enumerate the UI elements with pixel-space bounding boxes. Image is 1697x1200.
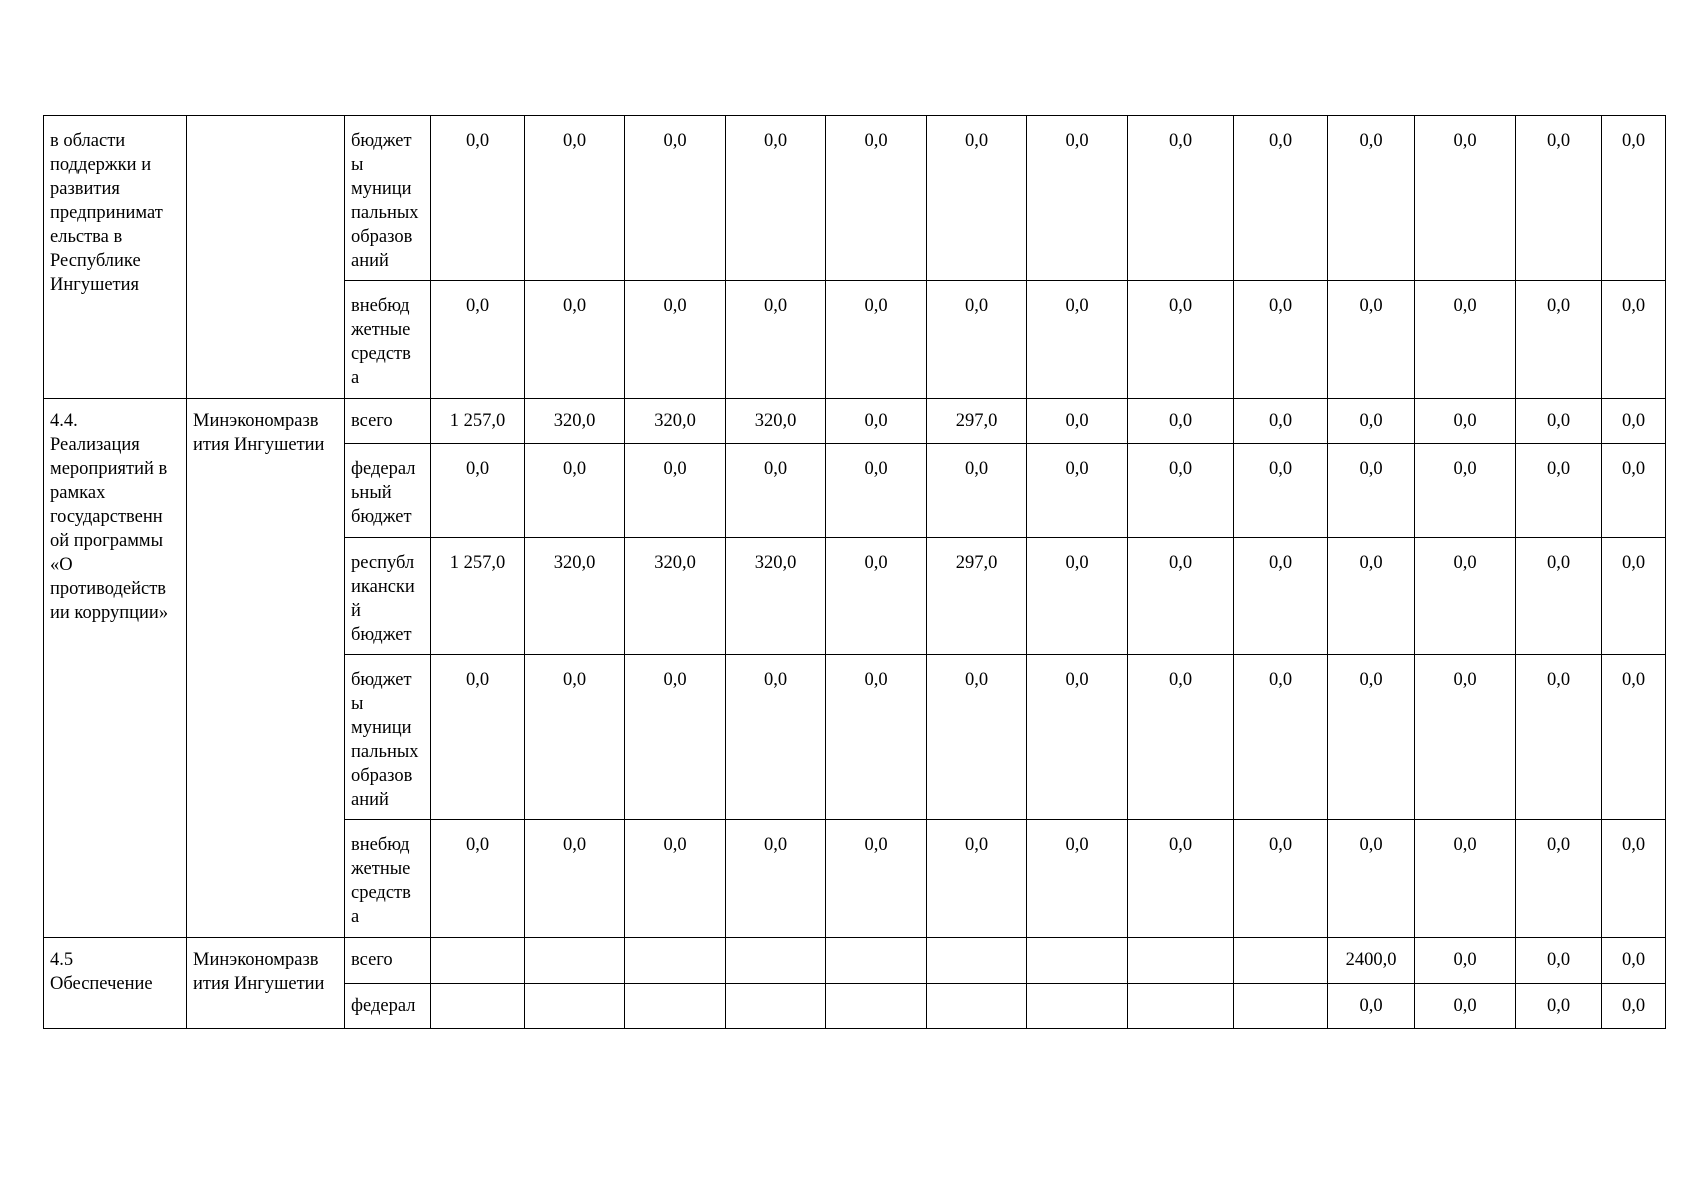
value-cell: 0,0 [726, 444, 826, 538]
value-cell: 0,0 [525, 116, 625, 281]
value-cell: 0,0 [625, 444, 726, 538]
value-cell: 0,0 [927, 281, 1027, 399]
value-cell [1234, 938, 1328, 984]
value-cell: 0,0 [1516, 399, 1602, 444]
value-cell: 0,0 [1415, 984, 1516, 1029]
value-cell: 0,0 [1027, 820, 1128, 938]
value-cell: 0,0 [826, 444, 927, 538]
value-cell [431, 984, 525, 1029]
value-cell [1128, 938, 1234, 984]
value-cell: 0,0 [1128, 538, 1234, 655]
value-cell: 0,0 [1602, 938, 1666, 984]
funding-source-cell: всего [345, 399, 431, 444]
value-cell: 0,0 [826, 538, 927, 655]
value-cell [625, 984, 726, 1029]
value-cell: 0,0 [826, 655, 927, 820]
value-cell: 0,0 [1602, 444, 1666, 538]
value-cell: 0,0 [1128, 116, 1234, 281]
value-cell: 0,0 [1328, 444, 1415, 538]
value-cell: 0,0 [1234, 281, 1328, 399]
executor-cell [187, 116, 345, 399]
value-cell: 0,0 [927, 444, 1027, 538]
value-cell: 0,0 [1516, 444, 1602, 538]
value-cell: 0,0 [1516, 820, 1602, 938]
value-cell [1128, 984, 1234, 1029]
value-cell: 0,0 [1602, 655, 1666, 820]
value-cell: 1 257,0 [431, 538, 525, 655]
value-cell: 0,0 [1328, 538, 1415, 655]
value-cell: 0,0 [1415, 820, 1516, 938]
table-row [44, 116, 1666, 281]
value-cell: 0,0 [1415, 281, 1516, 399]
value-cell: 0,0 [525, 820, 625, 938]
value-cell: 0,0 [431, 820, 525, 938]
value-cell: 0,0 [1415, 444, 1516, 538]
funding-source-cell: всего [345, 938, 431, 984]
value-cell: 0,0 [1328, 655, 1415, 820]
value-cell [826, 938, 927, 984]
value-cell: 0,0 [1234, 655, 1328, 820]
value-cell: 0,0 [1602, 116, 1666, 281]
value-cell: 2400,0 [1328, 938, 1415, 984]
value-cell: 320,0 [625, 399, 726, 444]
value-cell: 0,0 [1602, 281, 1666, 399]
value-cell [525, 938, 625, 984]
value-cell [625, 938, 726, 984]
value-cell: 297,0 [927, 399, 1027, 444]
funding-source-cell: внебюд жетные средств а [345, 820, 431, 938]
value-cell [1027, 938, 1128, 984]
value-cell: 0,0 [625, 281, 726, 399]
value-cell: 0,0 [1027, 281, 1128, 399]
value-cell: 0,0 [726, 655, 826, 820]
value-cell: 0,0 [1415, 655, 1516, 820]
value-cell: 0,0 [625, 116, 726, 281]
funding-source-cell: федерал [345, 984, 431, 1029]
value-cell: 320,0 [726, 399, 826, 444]
value-cell: 0,0 [1328, 984, 1415, 1029]
value-cell: 0,0 [1516, 984, 1602, 1029]
value-cell: 0,0 [726, 116, 826, 281]
value-cell: 0,0 [1027, 444, 1128, 538]
value-cell: 0,0 [1415, 399, 1516, 444]
value-cell: 0,0 [1128, 281, 1234, 399]
budget-table [43, 115, 1666, 1029]
value-cell: 0,0 [1027, 399, 1128, 444]
value-cell: 320,0 [525, 399, 625, 444]
value-cell: 0,0 [1415, 538, 1516, 655]
funding-source-cell: внебюд жетные средств а [345, 281, 431, 399]
value-cell: 0,0 [625, 655, 726, 820]
value-cell: 0,0 [1516, 538, 1602, 655]
section-name-cell: 4.5 Обеспечение [44, 938, 187, 1029]
value-cell: 0,0 [826, 281, 927, 399]
executor-cell: Минэкономразв ития Ингушетии [187, 399, 345, 938]
value-cell [726, 984, 826, 1029]
value-cell: 0,0 [625, 820, 726, 938]
value-cell: 0,0 [1234, 538, 1328, 655]
value-cell: 0,0 [1234, 820, 1328, 938]
value-cell: 0,0 [525, 655, 625, 820]
value-cell [525, 984, 625, 1029]
value-cell: 0,0 [1234, 116, 1328, 281]
table-row [44, 399, 1666, 444]
value-cell: 1 257,0 [431, 399, 525, 444]
value-cell: 0,0 [1602, 399, 1666, 444]
value-cell: 0,0 [1027, 538, 1128, 655]
value-cell [726, 938, 826, 984]
value-cell: 0,0 [927, 820, 1027, 938]
value-cell: 0,0 [1516, 938, 1602, 984]
value-cell: 0,0 [1128, 820, 1234, 938]
table-row [44, 938, 1666, 984]
value-cell: 0,0 [1516, 655, 1602, 820]
value-cell [1234, 984, 1328, 1029]
value-cell: 0,0 [431, 116, 525, 281]
value-cell: 0,0 [1234, 444, 1328, 538]
value-cell: 0,0 [927, 116, 1027, 281]
value-cell: 320,0 [525, 538, 625, 655]
value-cell [826, 984, 927, 1029]
section-name-cell: в области поддержки и развития предпринимат ельства в Республике Ингушетия [44, 116, 187, 399]
value-cell: 0,0 [1602, 820, 1666, 938]
value-cell: 0,0 [726, 281, 826, 399]
executor-cell: Минэкономразв ития Ингушетии [187, 938, 345, 1029]
funding-source-cell: федерал ьный бюджет [345, 444, 431, 538]
value-cell: 0,0 [1415, 116, 1516, 281]
value-cell [1027, 984, 1128, 1029]
value-cell: 0,0 [525, 281, 625, 399]
section-name-cell: 4.4. Реализация мероприятий в рамках государственн ой программы «О противодейств ии коррупции» [44, 399, 187, 938]
value-cell [927, 984, 1027, 1029]
value-cell: 0,0 [431, 444, 525, 538]
value-cell: 0,0 [1415, 938, 1516, 984]
value-cell: 0,0 [525, 444, 625, 538]
value-cell: 0,0 [1328, 116, 1415, 281]
value-cell: 0,0 [826, 399, 927, 444]
value-cell: 0,0 [1128, 444, 1234, 538]
value-cell: 0,0 [1602, 984, 1666, 1029]
value-cell: 0,0 [1027, 655, 1128, 820]
value-cell: 0,0 [1128, 655, 1234, 820]
value-cell: 0,0 [927, 655, 1027, 820]
value-cell: 320,0 [726, 538, 826, 655]
funding-source-cell: бюджет ы муници пальных образов аний [345, 116, 431, 281]
value-cell: 0,0 [1328, 281, 1415, 399]
value-cell: 0,0 [726, 820, 826, 938]
value-cell: 0,0 [826, 820, 927, 938]
value-cell: 0,0 [1027, 116, 1128, 281]
value-cell: 0,0 [1602, 538, 1666, 655]
value-cell: 0,0 [1234, 399, 1328, 444]
value-cell: 0,0 [1328, 820, 1415, 938]
value-cell: 297,0 [927, 538, 1027, 655]
value-cell: 0,0 [1328, 399, 1415, 444]
funding-source-cell: республ икански й бюджет [345, 538, 431, 655]
value-cell: 0,0 [431, 281, 525, 399]
value-cell: 0,0 [431, 655, 525, 820]
value-cell [927, 938, 1027, 984]
value-cell: 0,0 [1128, 399, 1234, 444]
funding-source-cell: бюджет ы муници пальных образов аний [345, 655, 431, 820]
value-cell: 0,0 [826, 116, 927, 281]
value-cell: 320,0 [625, 538, 726, 655]
value-cell: 0,0 [1516, 281, 1602, 399]
value-cell [431, 938, 525, 984]
value-cell: 0,0 [1516, 116, 1602, 281]
